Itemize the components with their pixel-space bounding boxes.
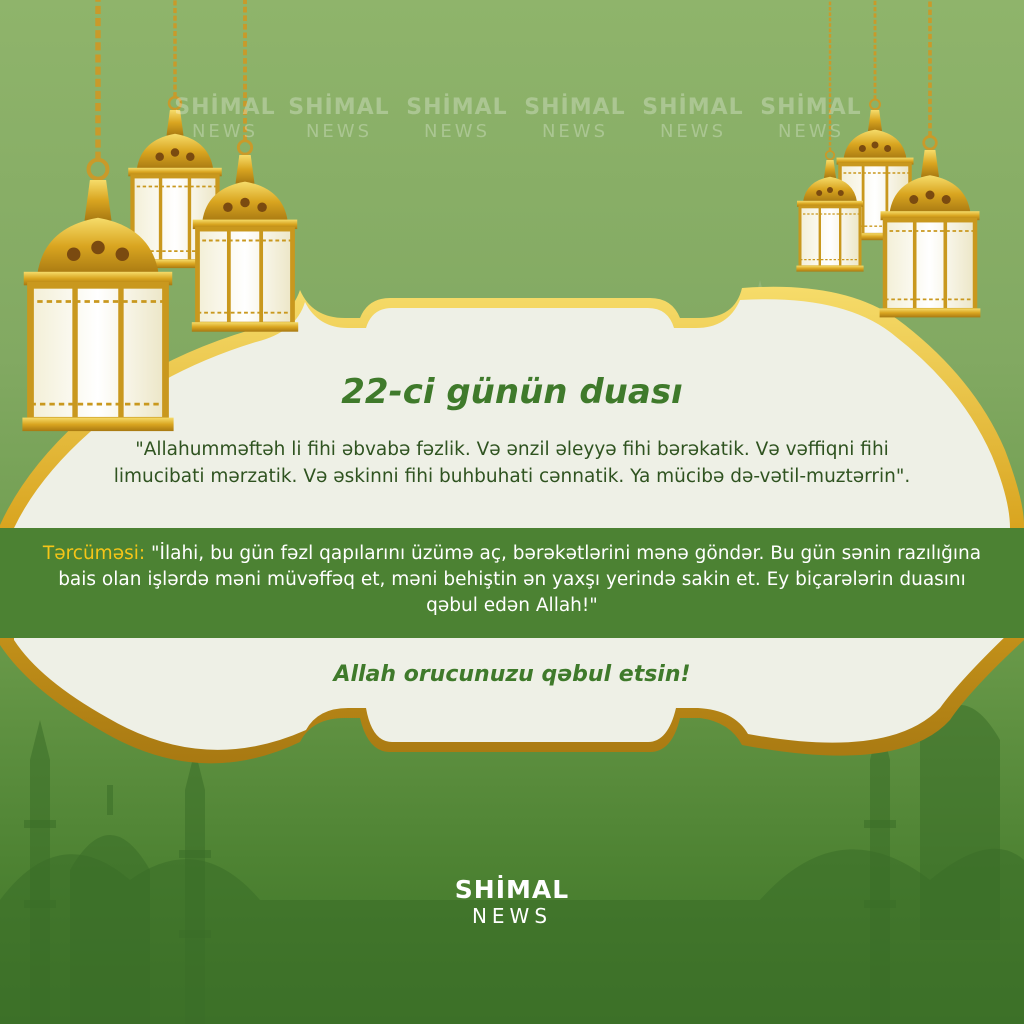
watermark-logo — [170, 96, 280, 144]
watermark-logo — [284, 96, 394, 144]
prayer-text: "Allahumməftəh li fihi əbvabə fəzlik. Və ənzil əleyyə fihi bərəkatik. Və vəffiqni fihi limucibati mərzatik. Və əskinni fihi buhbuhati cənnatik. Ya mücibə də-vətil-muztərrin". — [113, 439, 911, 487]
watermark-logo — [638, 96, 748, 144]
watermark-logo — [756, 96, 866, 144]
translation-body: "İlahi, bu gün fəzl qapılarını üzümə aç, bərəkətlərini mənə göndər. Bu gün sənin razılığına bais olan işlərdə məni müvəffəq et, məni behiştin ən yaxşı yerində sakin et. Ey biçarələrin duasını qəbul edən Allah!" — [58, 543, 982, 616]
watermark-logo — [402, 96, 512, 144]
brand-line1: SHİMAL — [454, 875, 570, 904]
watermark-line1: SHİMAL — [524, 95, 626, 120]
page-title: 22-ci günün duası — [341, 372, 683, 412]
watermark-line1: SHİMAL — [642, 95, 744, 120]
brand-logo — [442, 876, 582, 928]
watermark-line1: SHİMAL — [174, 95, 276, 120]
watermark-logo — [520, 96, 630, 144]
watermark-line2: NEWS — [777, 121, 845, 142]
watermark-line2: NEWS — [305, 121, 373, 142]
watermark-line1: SHİMAL — [760, 95, 862, 120]
translation-text — [30, 541, 994, 619]
watermark-line2: NEWS — [191, 121, 259, 142]
watermark-line2: NEWS — [541, 121, 609, 142]
translation-label: Tərcüməsi: — [42, 543, 146, 564]
brand-line2: NEWS — [471, 904, 553, 928]
watermark-line1: SHİMAL — [288, 95, 390, 120]
watermark-line2: NEWS — [423, 121, 491, 142]
closing-blessing: Allah orucunuzu qəbul etsin! — [333, 662, 691, 687]
watermark-line1: SHİMAL — [406, 95, 508, 120]
watermark-line2: NEWS — [659, 121, 727, 142]
